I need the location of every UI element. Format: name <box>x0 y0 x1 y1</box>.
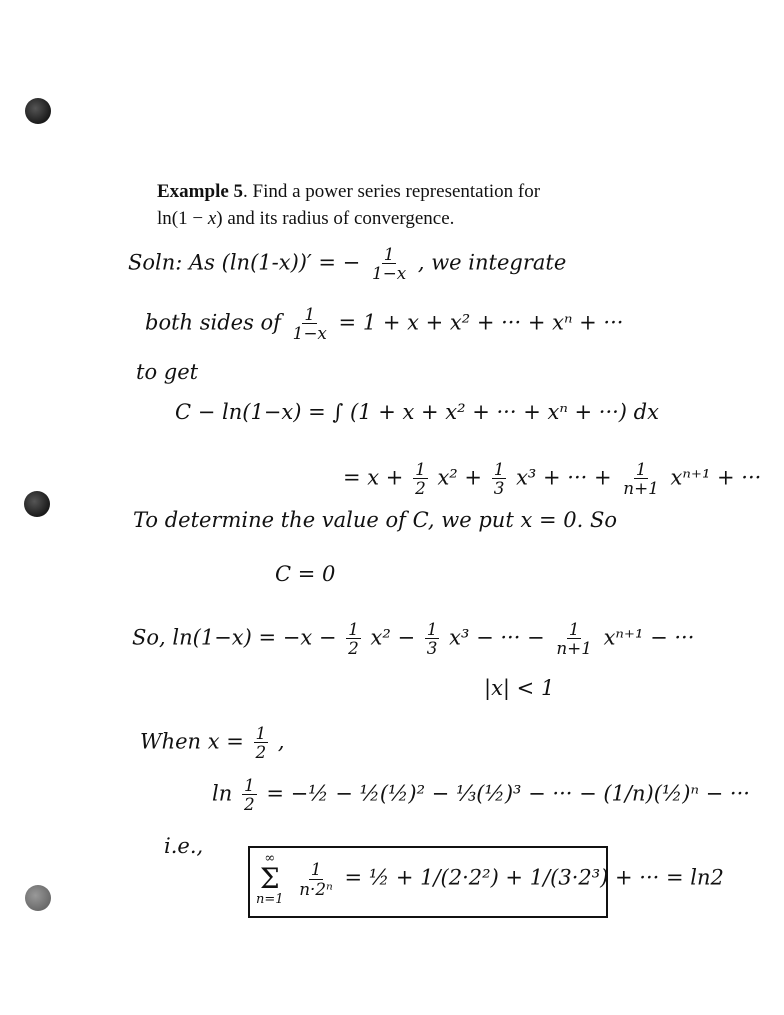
fraction: $\frac{1}{2}$ <box>348 619 359 659</box>
fraction: $\frac{1}{n+1}$ <box>556 619 592 659</box>
solution-line-11: ln $\frac{1}{2}$ = −½ − ½(½)² − ⅓(½)³ − ··· − (1/n)(½)ⁿ − ··· <box>212 775 750 815</box>
fraction: $\frac{1}{n+1}$ <box>623 459 659 499</box>
summation: ∞ Σ n=1 <box>256 851 284 907</box>
fraction: $\frac{1}{3}$ <box>426 619 438 659</box>
fraction: $\frac{1}{2}$ <box>255 723 267 763</box>
fraction: $\frac{1}{2}$ <box>415 459 426 499</box>
solution-line-9: |x| < 1 <box>484 676 555 700</box>
boxed-result: ∞ Σ n=1 $\frac{1}{\text{n·2ⁿ}}$ = ½ + 1/(2·2²) + 1/(3·2³) + ··· = ln2 <box>256 851 724 907</box>
binder-hole-middle <box>24 491 50 517</box>
solution-line-10: When x = $\frac{1}{2}$ , <box>140 723 285 763</box>
binder-hole-bottom <box>25 885 51 911</box>
prompt-line-2: ln(1 − x) and its radius of convergence. <box>157 208 455 229</box>
solution-line-4: C − ln(1−x) = ∫ (1 + x + x² + ··· + xⁿ + ···) dx <box>175 400 659 424</box>
solution-line-3: to get <box>136 360 199 384</box>
fraction: $\frac{1}{2}$ <box>243 775 255 815</box>
example-prompt <box>157 178 657 232</box>
solution-line-6: To determine the value of C, we put x = 0. So <box>133 508 617 532</box>
solution-line-5: = x + $\frac{1}{2}$ x² + $\frac{1}{3}$ x³ + ··· + $\frac{1}{n+1}$ xⁿ⁺¹ + ··· <box>343 459 762 499</box>
fraction: $\frac{1}{1-x}$ <box>371 244 407 284</box>
example-label: Example 5 <box>157 181 244 202</box>
fraction: $\frac{1}{1-x}$ <box>292 304 327 344</box>
fraction: $\frac{1}{3}$ <box>493 459 505 499</box>
solution-line-1: Soln: As (ln(1-x))′ = − $\frac{1}{1-x}$ , we integrate <box>128 244 567 284</box>
binder-hole-top <box>25 98 51 124</box>
solution-line-12: i.e., <box>164 834 204 858</box>
solution-line-7: C = 0 <box>275 562 336 586</box>
prompt-line-1: Example 5. Find a power series representation for <box>157 181 541 202</box>
solution-line-8: So, ln(1−x) = −x − $\frac{1}{2}$ x² − $\frac{1}{3}$ x³ − ··· − $\frac{1}{n+1}$ xⁿ⁺¹ − ··· <box>132 619 695 659</box>
solution-line-2: both sides of $\frac{1}{1-x}$ = 1 + x + x² + ··· + xⁿ + ··· <box>145 304 624 344</box>
fraction: $\frac{1}{\text{n·2ⁿ}}$ <box>299 859 333 899</box>
